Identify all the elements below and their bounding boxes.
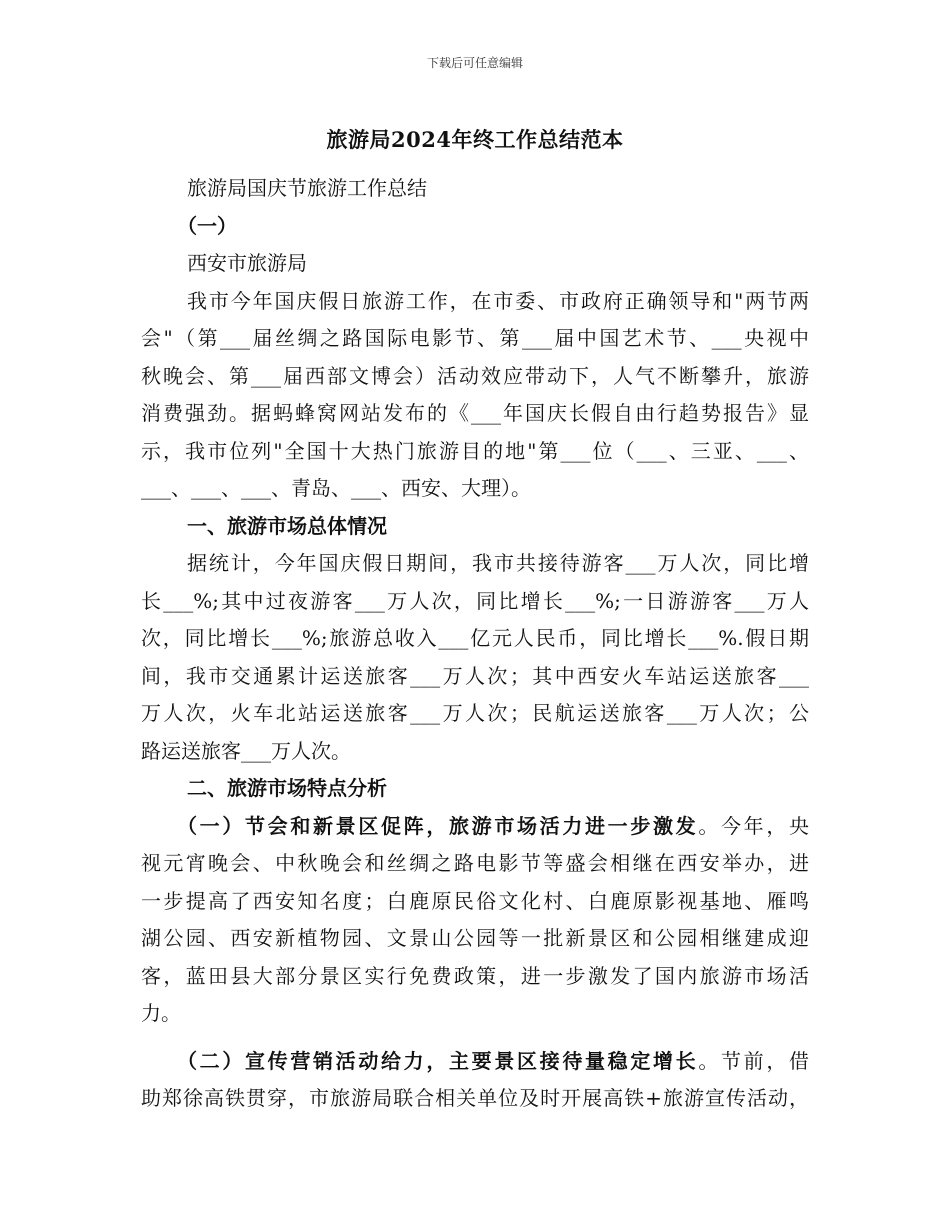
section-2-paragraph-2: [141, 1043, 809, 1118]
paragraph-line: 据统计，今年国庆假日期间，我市共接待游客___万人次，同比增: [187, 551, 809, 575]
section-2-paragraph-1: [141, 808, 809, 1033]
paragraph-line: [141, 1043, 809, 1081]
paragraph-line: 客，蓝田县大部分景区实行免费政策，进一步激发了国内旅游市场活: [141, 963, 809, 988]
paragraph-lead-bold: （二）宣传营销活动给力，主要景区接待量稳定增长: [177, 1048, 699, 1073]
section-heading-2: 二、旅游市场特点分析: [187, 776, 387, 800]
intro-paragraph: [141, 283, 809, 508]
paragraph-line: 一步提高了西安知名度；白鹿原民俗文化村、白鹿原影视基地、雁鸣: [141, 888, 809, 913]
document-title: 旅游局2024年终工作总结范本: [326, 127, 624, 152]
paragraph-line: ___、___、___、青岛、___、西安、大理）。: [141, 476, 531, 500]
paragraph-lead-rest: 。节前，借: [698, 1048, 809, 1073]
paragraph-line: 间，我市交通累计运送旅客___万人次；其中西安火车站运送旅客___: [141, 663, 809, 688]
paragraph-line: 助郑徐高铁贯穿，市旅游局联合相关单位及时开展高铁+旅游宣传活动，: [141, 1086, 809, 1110]
paragraph-line: 湖公园、西安新植物园、文景山公园等一批新景区和公园相继建成迎: [141, 926, 809, 950]
paragraph-line: 会"（第___届丝绸之路国际电影节、第___届中国艺术节、___央视中: [141, 326, 809, 350]
paragraph-line: 万人次，火车北站运送旅客___万人次；民航运送旅客___万人次；公: [141, 701, 809, 725]
paragraph-line: 次，同比增长___%;旅游总收入___亿元人民币，同比增长___%.假日期: [141, 626, 809, 650]
paragraph-line: [141, 808, 809, 846]
org-name: 西安市旅游局: [187, 251, 307, 275]
paragraph-line: 秋晚会、第___届西部文博会）活动效应带动下，人气不断攀升，旅游: [141, 363, 809, 388]
header-note: 下载后可任意编辑: [426, 56, 523, 70]
paragraph-line: 示，我市位列"全国十大热门旅游目的地"第___位（___、三亚、___、: [141, 438, 809, 463]
paragraph-gap: [141, 1033, 809, 1043]
paragraph-line: 消费强劲。据蚂蜂窝网站发布的《___年国庆长假自由行趋势报告》显: [141, 401, 809, 425]
paragraph-lead-rest: 。今年，央: [698, 813, 809, 838]
paragraph-line: 力。: [141, 1001, 181, 1025]
paragraph-line: 长___%;其中过夜游客___万人次，同比增长___%;一日游游客___万人: [141, 588, 809, 613]
part-marker: （一）: [177, 213, 237, 238]
paragraph-line: 视元宵晚会、中秋晚会和丝绸之路电影节等盛会相继在西安举办，进: [141, 851, 809, 875]
paragraph-line: 路运送旅客___万人次。: [141, 738, 351, 763]
section-1-paragraph: [141, 545, 809, 770]
paragraph-lead-bold: （一）节会和新景区促阵，旅游市场活力进一步激发: [177, 813, 699, 838]
subtitle: 旅游局国庆节旅游工作总结: [187, 176, 427, 200]
section-heading-1: 一、旅游市场总体情况: [187, 513, 387, 538]
paragraph-line: 我市今年国庆假日旅游工作，在市委、市政府正确领导和"两节两: [187, 288, 809, 313]
document-body: [141, 170, 809, 1118]
